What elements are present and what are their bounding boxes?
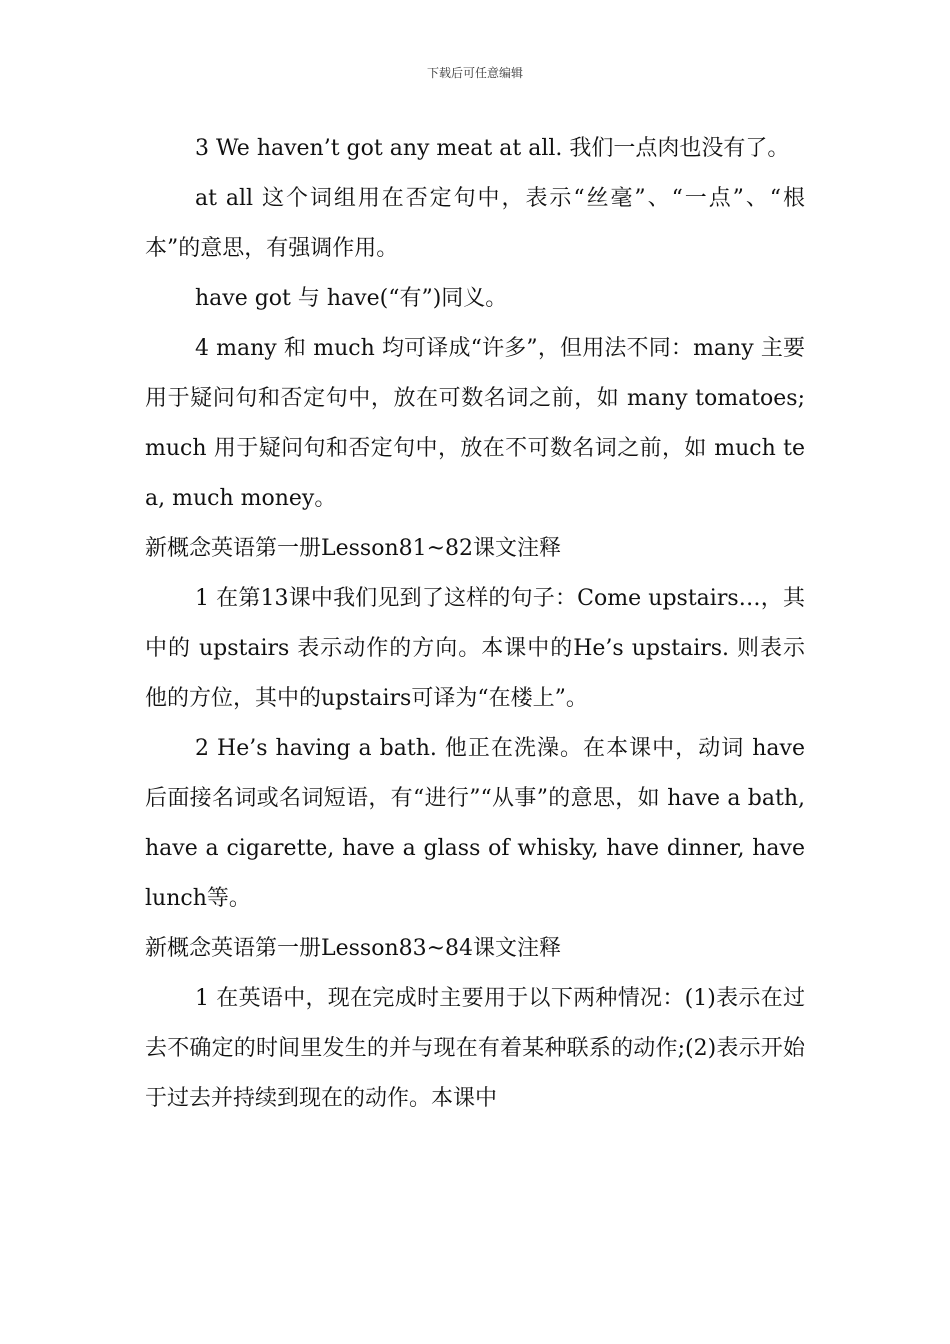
paragraph-have-got: have got 与 have(“有”)同义。 <box>195 286 508 311</box>
paragraph-having-bath: 2 He’s having a bath. 他正在洗澡。在本课中，动词 have 后面接名词或名词短语，有“进行”“从事”的意思，如 have a bath, have a cigarette, have a glass of whisky, have dinner, have lunch等。 <box>145 736 805 911</box>
document-body <box>145 124 805 1124</box>
paragraph-meat-at-all: 3 We haven’t got any meat at all. 我们一点肉也没有了。 <box>195 136 790 161</box>
paragraph-upstairs: 1 在第13课中我们见到了这样的句子：Come upstairs…，其中的 upstairs 表示动作的方向。本课中的He’s upstairs. 则表示他的方位，其中的upstairs可译为“在楼上”。 <box>145 586 805 711</box>
paragraph-at-all-usage: at all 这个词组用在否定句中，表示“丝毫”、“一点”、“根本”的意思，有强调作用。 <box>145 186 805 261</box>
paragraph-present-perfect: 1 在英语中，现在完成时主要用于以下两种情况：(1)表示在过去不确定的时间里发生的并与现在有着某种联系的动作;(2)表示开始于过去并持续到现在的动作。本课中 <box>145 986 805 1111</box>
header-note: 下载后可任意编辑 <box>426 66 523 80</box>
section-heading-lesson81-82: 新概念英语第一册Lesson81~82课文注释 <box>145 536 562 561</box>
paragraph-many-much: 4 many 和 much 均可译成“许多”，但用法不同：many 主要用于疑问句和否定句中，放在可数名词之前，如 many tomatoes; much 用于疑问句和否定句中，放在不可数名词之前，如 much tea, much money。 <box>145 336 805 511</box>
section-heading-lesson83-84: 新概念英语第一册Lesson83~84课文注释 <box>145 936 562 961</box>
